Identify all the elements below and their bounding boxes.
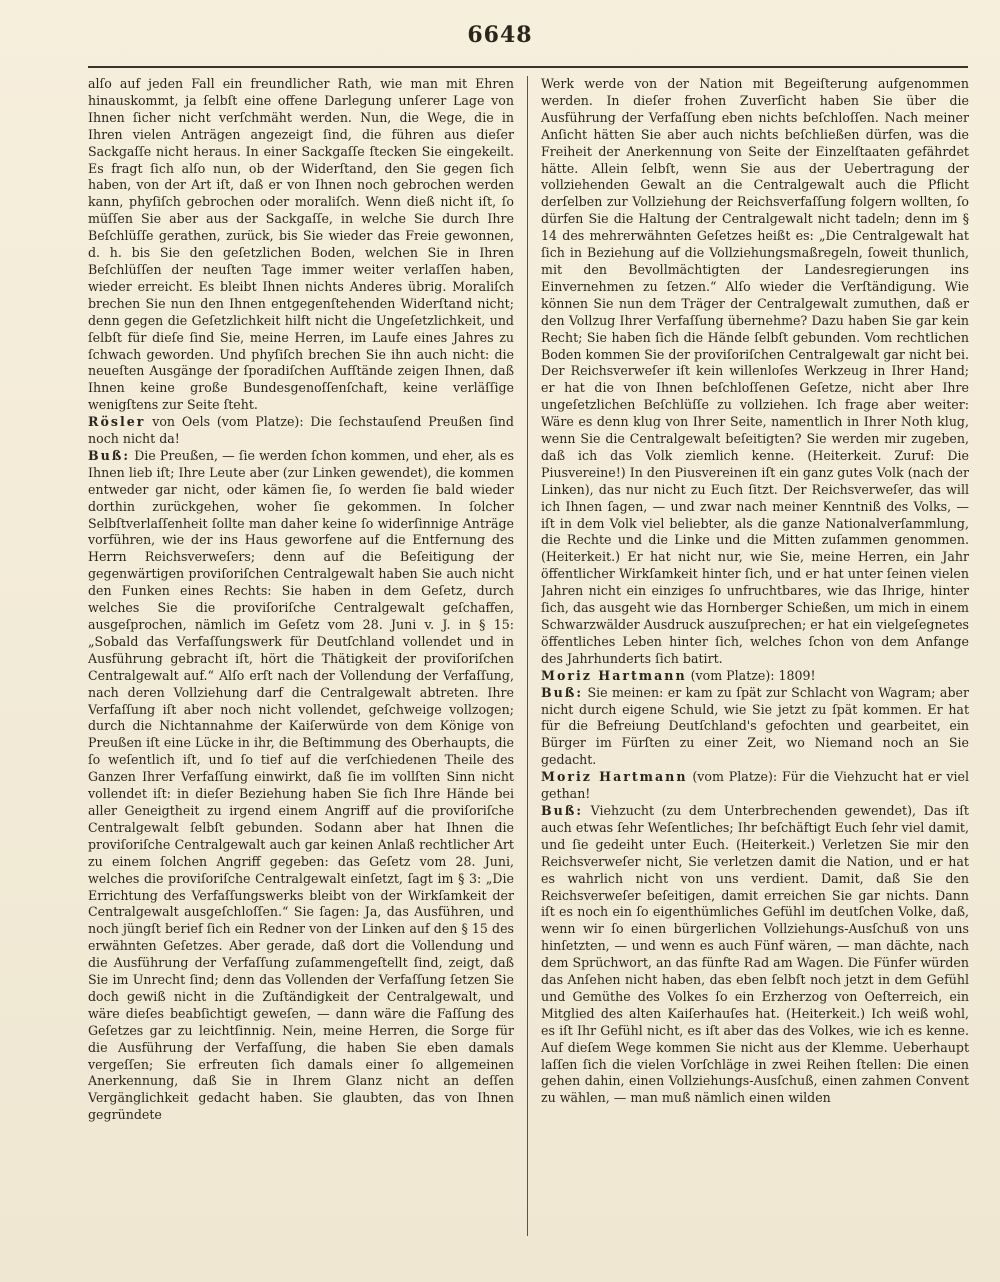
left-column — [88, 76, 514, 1251]
speaker-name: Buß: — [541, 684, 584, 700]
speaker-name: Buß: — [88, 447, 131, 463]
paragraph — [88, 76, 514, 414]
paragraph — [541, 685, 969, 770]
paragraph-text: Werk werde von der Nation mit Begeiſterung aufgenommen werden. In dieſer frohen Zuverſicht haben Sie über die Ausführung der Verfaſſung eben nichts beſchloſſen. Nach meiner Anſicht hätten Sie aber auch nichts beſchließen dürfen, was die Freiheit der Anerkennung von Seite der Einzelſtaaten gefährdet hätte. Allein ſelbſt, wenn Sie aus der Uebertragung der vollziehenden Gewalt an die Centralgewalt auch die Pflicht derſelben zur Vollziehung der Reichsverfaſſung folgern wollten, ſo dürfen Sie die Haltung der Centralgewalt nicht tadeln; denn im § 14 des mehrerwähnten Geſetzes heißt es: „Die Centralgewalt hat ſich in Beziehung auf die Vollziehungsmaßregeln, ſoweit thunlich, mit den Bevollmächtigten der Landesregierungen ins Einvernehmen zu ſetzen.“ Alſo wieder die Verſtändigung. Wie können Sie nun dem Träger der Centralgewalt zumuthen, daß er den Vollzug Ihrer Verfaſſung übernehme? Dazu haben Sie gar kein Recht; Sie haben ſich die Hände ſelbſt gebunden. Vom rechtlichen Boden kommen Sie der proviſoriſchen Centralgewalt gar nicht bei. Der Reichsverweſer iſt kein willenloſes Werkzeug in Ihrer Hand; er hat die von Ihnen beſchloſſenen Geſetze, nicht aber Ihre ungeſetzlichen Beſchlüſſe zu vollziehen. Ich frage aber weiter: Wäre es denn klug von Ihrer Seite, namentlich in Ihrer Noth klug, wenn Sie die Centralgewalt beſeitigten? Sie werden mir zugeben, daß ich das Volk ziemlich kenne. (Heiterkeit. Zuruf: Die Piusvereine!) In den Piusvereinen iſt ein ganz gutes Volk (nach der Linken), das nur nicht zu Euch ſitzt. Der Reichsverweſer, das will ich Ihnen ſagen, — und zwar nach meiner Kenntniß des Volks, — iſt in dem Volk viel beliebter, als die ganze Nationalverſammlung, die Rechte und die Linke und die Mitten zuſammen genommen. (Heiterkeit.) Er hat nicht nur, wie Sie, meine Herren, ein Jahr öffentlicher Wirkſamkeit hinter ſich, und er hat unter ſeinen vielen Jahren nicht ein einziges ſo unfruchtbares, wie das Ihrige, hinter ſich, das ausgeht wie das Hornberger Schießen, um mich in einem Schwarzwälder Ausdruck auszuſprechen; er hat ein vielgeſegnetes öffentliches Leben hinter ſich, welches ſchon von dem Anfange des Jahrhunderts ſich batirt. — [541, 76, 969, 666]
page-number: 6648 — [467, 22, 533, 48]
paragraph — [541, 803, 969, 1107]
paragraph-text: Sie meinen: er kam zu ſpät zur Schlacht von Wagram; aber nicht durch eigene Schuld, wie Sie jetzt zu ſpät kommen. Er hat für die Befreiung Deutſchland's gefochten und gearbeitet, ein Bürger im Fürſten zu einer Zeit, wo Niemand noch an Sie gedacht. — [541, 684, 969, 768]
paragraph-text: (vom Platze): Für die Viehzucht hat er viel gethan! — [541, 769, 969, 802]
paragraph-text: von Oels (vom Platze): Die ſechstauſend Preußen ſind noch nicht da! — [88, 414, 514, 447]
paragraph-text: Viehzucht (zu dem Unterbrechenden gewendet), Das iſt auch etwas ſehr Weſentliches; Ihr beſchäftigt Euch ſehr viel damit, und ſie gedeiht unter Euch. (Heiterkeit.) Verletzen Sie mir den Reichsverweſer nicht, Sie verletzen damit die Nation, und er hat es wahrlich nicht von uns verdient. Damit, daß Sie den Reichsverweſer beſeitigen, damit erreichen Sie gar nichts. Dann iſt es noch ein ſo eigenthümliches Gefühl im deutſchen Volke, daß, wenn wir ſo einen bürgerlichen Vollziehungs-Ausſchuß von uns hinſetzten, — und wenn es auch Fünf wären, — man dächte, nach dem Sprüchwort, an das fünfte Rad am Wagen. Die Fünfer würden das Anſehen nicht haben, das eben ſelbſt noch jetzt in dem Gefühl und Gemüthe des Volkes ſo ein Erzherzog von Oeſterreich, ein Mitglied des alten Kaiſerhauſes hat. (Heiterkeit.) Ich weiß wohl, es iſt Ihr Gefühl nicht, es iſt aber das des Volkes, wie ich es kenne. Auf dieſem Wege kommen Sie nicht aus der Klemme. Ueberhaupt laſſen ſich die vielen Vorſchläge in zwei Reihen ſtellen: Die einen gehen dahin, einen Vollziehungs-Ausſchuß, einen zahmen Convent zu wählen, — man muß nämlich einen wilden — [541, 802, 969, 1106]
paragraph — [541, 769, 969, 803]
speaker-name: Moriz Hartmann — [541, 667, 687, 683]
speaker-name: Moriz Hartmann — [541, 769, 688, 785]
paragraph-text: (vom Platze): 1809! — [690, 667, 816, 683]
paragraph — [88, 414, 514, 448]
column-divider — [527, 76, 528, 1236]
paragraph — [88, 448, 514, 1124]
speaker-name: Buß: — [541, 802, 584, 818]
paragraph — [541, 76, 969, 668]
right-column — [541, 76, 969, 1251]
paragraph-text: alſo auf jeden Fall ein freundlicher Rath, wie man mit Ehren hinauskommt, ja ſelbſt eine offene Darlegung unſerer Lage von Ihnen ſicher nicht verſchmäht werden. Nun, die Wege, die in Ihren vielen Anträgen angezeigt ſind, die führen aus dieſer Sackgaſſe nicht heraus. In einer Sackgaſſe ſtecken Sie eingekeilt. Es fragt ſich alſo nun, ob der Widerſtand, den Sie gegen ſich haben, von der Art iſt, daß er von Ihnen noch gebrochen werden kann, phyſiſch gebrochen oder moraliſch. Wenn dieß nicht iſt, ſo müſſen Sie aber aus der Sackgaſſe, in welche Sie durch Ihre Beſchlüſſe gerathen, zurück, bis Sie wieder das Freie gewonnen, d. h. bis Sie den geſetzlichen Boden, welchen Sie in Ihren Beſchlüſſen der neuſten Tage immer weiter verlaſſen haben, wieder erreicht. Es bleibt Ihnen nichts Anderes übrig. Moraliſch brechen Sie nun den Ihnen entgegenſtehenden Widerſtand nicht; denn gegen die Geſetzlichkeit hilft nicht die Ungeſetzlichkeit, und ſelbſt für dieſe ſind Sie, meine Herren, im Laufe eines Jahres zu ſchwach geworden. Und phyſiſch brechen Sie ihn auch nicht: die neueſten Ausgänge der ſporadiſchen Aufſtände zeigen Ihnen, daß Ihnen keine große Bundesgenoſſenſchaft, keine verläſſige wenigſtens zur Seite ſteht. — [88, 76, 514, 413]
paragraph — [541, 668, 969, 685]
speaker-name: Rösler — [88, 414, 146, 430]
header-rule — [88, 66, 968, 68]
paragraph-text: Die Preußen, — ſie werden ſchon kommen, und eher, als es Ihnen lieb iſt; Ihre Leute aber (zur Linken gewendet), die kommen entweder gar nicht, oder kämen ſie, ſo werden ſie bald wieder dorthin zurückgehen, woher ſie gekommen. In ſolcher Selbſtverlaſſenheit ſollte man daher keine ſo widerſinnige Anträge vorführen, wie der ins Haus geworfene auf die Entfernung des Herrn Reichsverweſers; denn auf die Beſeitigung der gegenwärtigen proviſoriſchen Centralgewalt haben Sie auch nicht den Funken eines Rechts: Sie haben in dem Geſetz, durch welches Sie die proviſoriſche Centralgewalt geſchaffen, ausgeſprochen, nämlich im Geſetz vom 28. Juni v. J. in § 15: „Sobald das Verfaſſungswerk für Deutſchland vollendet und in Ausführung gebracht iſt, hört die Thätigkeit der proviſoriſchen Centralgewalt auf.“ Alſo erſt nach der Vollendung der Verfaſſung, nach deren Vollziehung darf die Centralgewalt abtreten. Ihre Verfaſſung iſt aber noch nicht vollendet, geſchweige vollzogen; durch die Nichtannahme der Kaiſerwürde von dem Könige von Preußen iſt eine Lücke in ihr, die Beſtimmung des Oberhaupts, die ſo weſentlich iſt, und ſo tief auf die verſchiedenen Theile des Ganzen Ihrer Verfaſſung einwirkt, daß ſie im vollſten Sinn nicht vollendet iſt: in dieſer Beziehung haben Sie ſich Ihre Hände bei aller Geneigtheit zu irgend einem Angriff auf die proviſoriſche Centralgewalt ſelbſt gebunden. Sodann aber hat Ihnen die proviſoriſche Centralgewalt auch gar keinen Anlaß rechtlicher Art zu einem ſolchen Angriff gegeben: das Geſetz vom 28. Juni, welches die proviſoriſche Centralgewalt einſetzt, ſagt im § 3: „Die Errichtung des Verfaſſungswerks bleibt von der Wirkſamkeit der Centralgewalt ausgeſchloſſen.“ Sie ſagen: Ja, das Ausführen, und noch jüngſt berief ſich ein Redner von der Linken auf den § 15 des erwähnten Geſetzes. Aber gerade, daß dort die Vollendung und die Ausführung der Verfaſſung zuſammengeſtellt ſind, zeigt, daß Sie im Unrecht ſind; denn das Vollenden der Verfaſſung ſetzen Sie doch gewiß nicht in die Zuſtändigkeit der Centralgewalt, und wäre dieſes beabſichtigt geweſen, — dann wäre die Faſſung des Geſetzes gar zu leichtſinnig. Nein, meine Herren, die Sorge für die Ausführung der Verfaſſung, die haben Sie eben damals vergeſſen; Sie erfreuten ſich damals einer ſo allgemeinen Anerkennung, daß Sie in Ihrem Glanz nicht an deſſen Vergänglichkeit gedacht haben. Sie glaubten, das von Ihnen gegründete — [88, 447, 514, 1123]
